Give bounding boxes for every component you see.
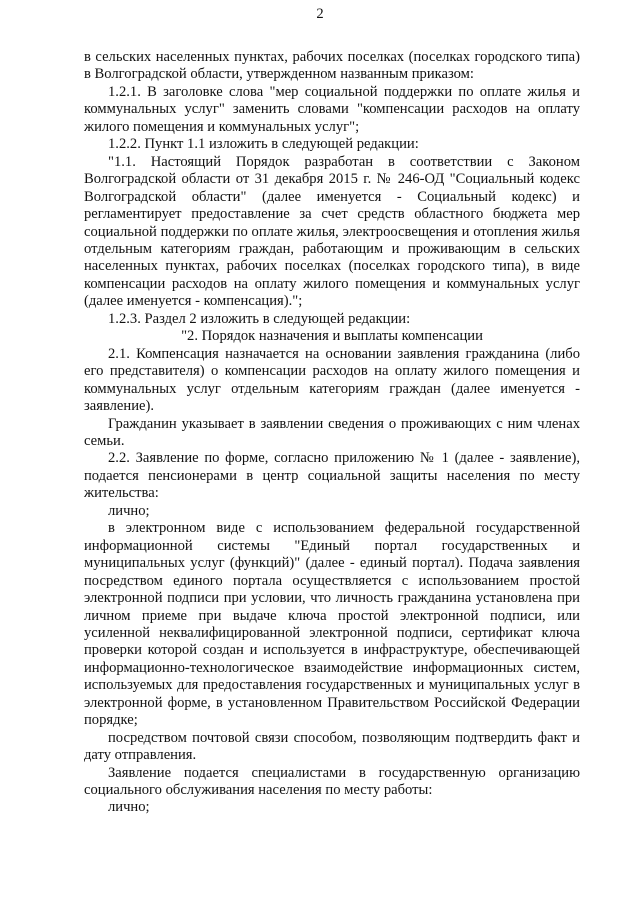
paragraph-2-1: 2.1. Компенсация назначается на основании заявления гражданина (либо его представителя) о компенсации расходов на оплату жилого помещения и коммунальных услуг отдельным категориям граждан (далее именуется - заявление). — [84, 345, 580, 415]
list-item-postal: посредством почтовой связи способом, позволяющим подтвердить факт и дату отправления. — [84, 729, 580, 764]
list-item-in-person-2: лично; — [108, 799, 150, 816]
paragraph-quoted-1-1: "1.1. Настоящий Порядок разработан в соответствии с Законом Волгоградской области от 31 декабря 2015 г. № 246-ОД "Социальный кодекс Волгоградской области" (далее именуется - Социальный кодекс) и регламентирует предоставление за счет средств областного бюджета мер социальной поддержки по оплате жилья, электроосвещения и отопления жилья отдельным категориям граждан, работающим и проживающим в сельских населенных пунктах, рабочих поселках (поселках городского типа), в виде компенсации расходов на оплату жилого помещения и коммунальных услуг (далее именуется - компенсация)."; — [84, 153, 580, 310]
list-item-electronic: в электронном виде с использованием федеральной государственной информационной системы "Единый портал государственных и муниципальных услуг (функций)" (далее - единый портал). Подача заявления посредством единого портала осуществляется с использованием простой электронной подписи при условии, что личность гражданина установлена при личном приеме при выдаче ключа простой электронной подписи, или усиленной неквалифицированной электронной подписи, сертификат ключа проверки которой создан и используется в инфраструктуре, обеспечивающей информационно-технологическое взаимодействие информационных систем, используемых для предоставления государственных и муниципальных услуг в электронной форме, в установленном Правительством Российской Федерации порядке; — [84, 520, 580, 729]
paragraph-continuation: в сельских населенных пунктах, рабочих поселках (поселках городского типа) в Волгоградской области, утвержденном названным приказом: — [84, 49, 580, 83]
paragraph-1-2-2: 1.2.2. Пункт 1.1 изложить в следующей редакции: — [108, 136, 419, 153]
paragraph-family-members: Гражданин указывает в заявлении сведения о проживающих с ним членах семьи. — [84, 415, 580, 449]
paragraph-1-2-3: 1.2.3. Раздел 2 изложить в следующей редакции: — [108, 310, 411, 327]
section-heading: "2. Порядок назначения и выплаты компенсации — [181, 328, 483, 345]
list-item-in-person: лично; — [108, 502, 150, 519]
paragraph-2-2: 2.2. Заявление по форме, согласно приложению № 1 (далее - заявление), подается пенсионерами в центр социальной защиты населения по месту жительства: — [84, 450, 580, 502]
page-number: 2 — [316, 6, 324, 22]
paragraph-specialists: Заявление подается специалистами в государственную организацию социального обслуживания населения по месту работы: — [84, 764, 580, 799]
paragraph-1-2-1: 1.2.1. В заголовке слова "мер социальной поддержки по оплате жилья и коммунальных услуг" заменить словами "компенсации расходов на оплату жилого помещения и коммунальных услуг"; — [84, 83, 580, 135]
document-body — [84, 49, 580, 817]
